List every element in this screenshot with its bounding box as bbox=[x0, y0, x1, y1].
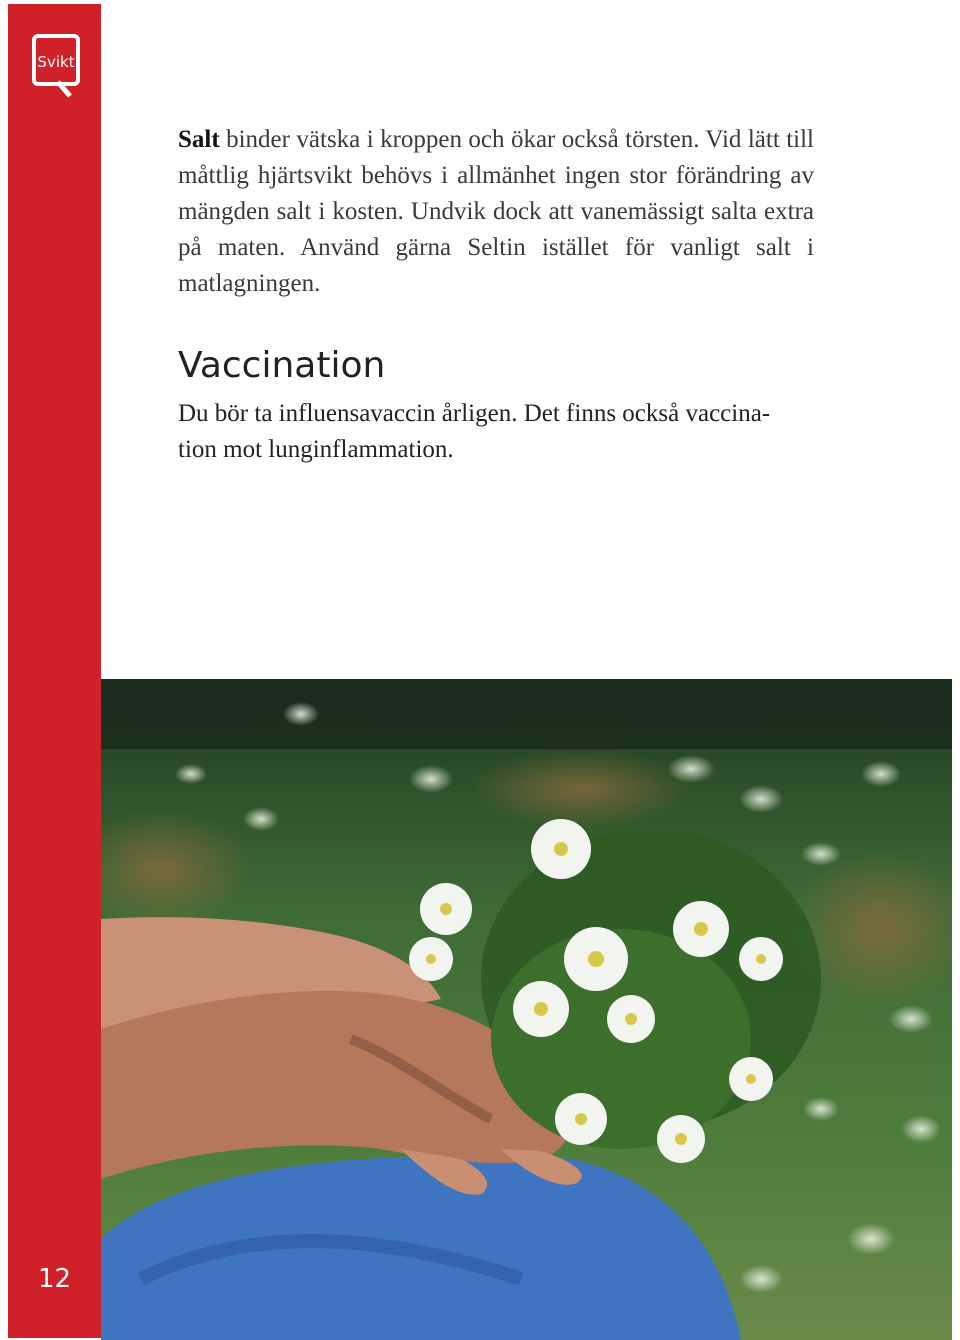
svikt-logo-icon bbox=[30, 32, 82, 102]
anemone-photo bbox=[101, 679, 952, 1340]
sidebar-bar bbox=[8, 4, 101, 1338]
vaccination-line-1: Du bör ta influensavaccin årligen. Det finns också vaccina- bbox=[178, 400, 771, 427]
vaccination-line-2: tion mot lunginflammation. bbox=[178, 436, 454, 463]
logo-text: Svikt bbox=[37, 53, 75, 71]
hands-holding-flowers-image bbox=[101, 679, 952, 1340]
salt-term: Salt bbox=[178, 126, 220, 153]
page-number: 12 bbox=[37, 1264, 72, 1294]
svikt-logo bbox=[30, 32, 82, 102]
main-content bbox=[178, 122, 814, 468]
vaccination-paragraph bbox=[178, 396, 814, 468]
vaccination-heading: Vaccination bbox=[178, 345, 386, 386]
salt-paragraph bbox=[178, 122, 814, 302]
salt-text: binder vätska i kroppen och ökar också törsten. Vid lätt till måttlig hjärtsvikt behövs i allmänhet ingen stor förändring av mängden salt i kosten. Undvik dock att vanemässigt salta extra på maten. Använd gärna Seltin istället för vanligt salt i matlagningen. bbox=[178, 126, 814, 297]
